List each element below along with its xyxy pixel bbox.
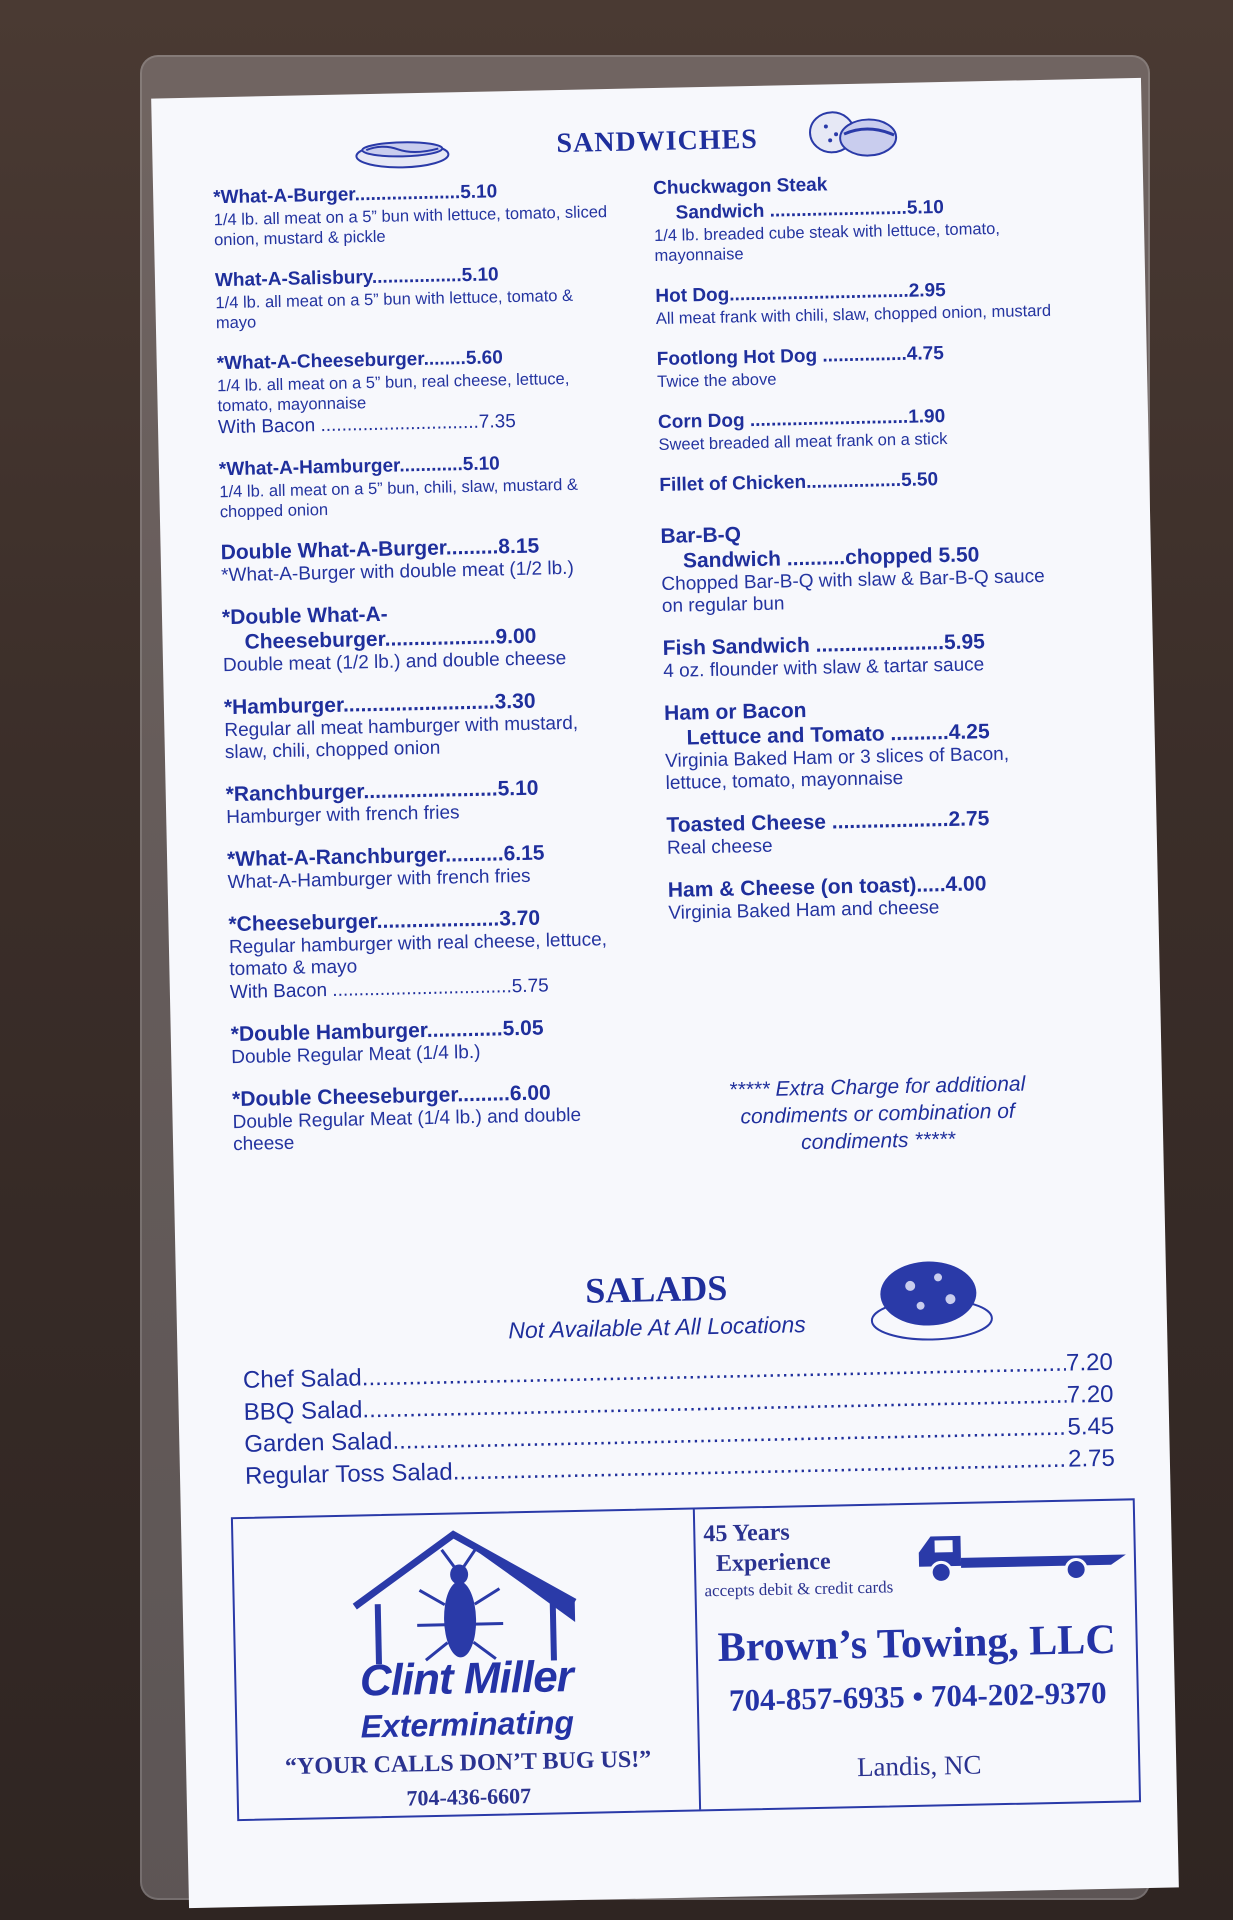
browns-years: 45 Years	[703, 1519, 791, 1548]
item-name: Fillet of Chicken	[659, 471, 807, 497]
item-price: 5.10	[462, 453, 500, 476]
item-description: Double Regular Meat (1/4 lb.) and double cheese	[232, 1104, 582, 1156]
item-name: Corn Dog	[657, 410, 745, 434]
item-description: Chopped Bar-B-Q with slaw & Bar-B-Q sauce on regular bun	[661, 565, 1045, 617]
browns-towing-phones: 704-857-6935 • 704-202-9370	[728, 1674, 1107, 1718]
item-price: 3.30	[494, 689, 536, 714]
salad-name: Chef Salad	[242, 1364, 363, 1394]
item-price: 5.10	[497, 776, 539, 801]
menu-item: *Double Hamburger.............5.05 Double Regular Meat (1/4 lb.)	[231, 1014, 632, 1069]
item-description: Real cheese	[666, 835, 773, 859]
item-description: Virginia Baked Ham and cheese	[668, 897, 940, 924]
menu-item: Double What-A-Burger.........8.15 *What-A-Burger with double meat (1/2 lb.)	[220, 532, 621, 587]
clint-miller-slogan: “YOUR CALLS DON’T BUG US!”	[284, 1746, 652, 1781]
menu-item: Fillet of Chicken..................5.50	[659, 469, 939, 497]
browns-experience: Experience	[715, 1548, 831, 1578]
menu-item: *What-A-Ranchburger..........6.15 What-A-Hamburger with french fries	[227, 839, 628, 894]
tow-truck-icon	[910, 1518, 1131, 1593]
menu-item: What-A-Salisbury.................5.10 1/4 lb. all meat on a 5” bun with lettuce, tomato & mayo	[215, 260, 616, 333]
menu-card	[151, 78, 1179, 1908]
item-description: What-A-Hamburger with french fries	[227, 865, 531, 894]
item-description: 1/4 lb. all meat on a 5” bun with lettuce, tomato, sliced onion, mustard & pickle	[213, 203, 608, 250]
item-name-line2: Cheeseburger	[244, 627, 385, 654]
menu-item: Fish Sandwich ......................5.95 4 oz. flounder with slaw & tartar sauce	[663, 628, 1064, 683]
item-description: Double meat (1/2 lb.) and double cheese	[222, 647, 567, 677]
browns-towing-ad	[695, 1500, 1139, 1809]
item-description: 4 oz. flounder with slaw & tartar sauce	[663, 654, 985, 682]
item-name: *Cheeseburger	[228, 910, 377, 937]
item-name: *Hamburger	[223, 693, 344, 720]
hot-dog-illustration	[352, 134, 453, 170]
item-name: *What-A-Cheeseburger	[216, 348, 424, 375]
item-description: 1/4 lb. all meat on a 5” bun with lettuce, tomato & mayo	[215, 286, 574, 333]
item-name: *Ranchburger	[225, 780, 364, 807]
salad-name: Garden Salad	[244, 1427, 393, 1458]
browns-towing-name: Brown’s Towing, LLC	[717, 1616, 1117, 1672]
item-price: 5.95	[943, 630, 986, 655]
item-price: 3.70	[498, 906, 541, 931]
sub-label: With Bacon	[229, 980, 328, 1004]
clint-miller-subtitle: Exterminating	[360, 1704, 575, 1745]
item-price: 6.00	[509, 1081, 551, 1106]
item-price: 5.50	[900, 469, 939, 491]
item-price: 6.15	[503, 841, 545, 866]
item-description: 1/4 lb. breaded cube steak with lettuce, tomato, mayonnaise	[653, 219, 1001, 266]
item-price: 4.25	[948, 720, 990, 744]
item-name: Bar-B-Q	[660, 523, 742, 548]
sandwiches-right-column	[653, 168, 1069, 943]
item-price: 5.05	[502, 1016, 544, 1041]
clint-miller-phone: 704-436-6607	[406, 1782, 532, 1811]
menu-item: *What-A-Cheeseburger........5.60 1/4 lb. all meat on a 5” bun, real cheese, lettuce, tomato, mayonnaise With Bacon ..............................7.35	[216, 343, 618, 439]
salads-subtitle: Not Available At All Locations	[508, 1311, 806, 1344]
salad-price: 2.75	[1067, 1444, 1116, 1473]
item-description: *What-A-Burger with double meat (1/2 lb.)	[220, 557, 575, 587]
item-description: Regular hamburger with real cheese, lettuce, tomato & mayo	[228, 929, 608, 981]
item-price: 8.15	[498, 534, 540, 559]
clint-miller-ad	[233, 1509, 701, 1819]
sub-price: 5.75	[511, 975, 549, 998]
item-description: 1/4 lb. all meat on a 5” bun, real cheese, lettuce, tomato, mayonnaise	[217, 369, 570, 416]
burger-illustration	[801, 103, 902, 165]
item-description: Virginia Baked Ham or 3 slices of Bacon, lettuce, tomato, mayonnaise	[664, 743, 1010, 794]
item-name: Hot Dog	[655, 284, 730, 308]
menu-item: *What-A-Burger....................5.10 1/4 lb. all meat on a 5” bun with lettuce, tomato, sliced onion, mustard & pickle	[213, 177, 614, 250]
item-price: 5.10	[461, 264, 499, 287]
advertisement-box	[231, 1498, 1141, 1821]
salad-name: BBQ Salad	[243, 1396, 363, 1426]
item-name: What-A-Salisbury	[214, 266, 373, 292]
salad-bowl-illustration	[865, 1246, 997, 1349]
item-description: 1/4 lb. all meat on a 5” bun, chili, slaw, mustard & chopped onion	[219, 475, 579, 522]
item-price: 5.10	[906, 196, 945, 219]
item-name: *What-A-Hamburger	[218, 455, 400, 481]
item-description: Hamburger with french fries	[226, 802, 460, 829]
menu-item: *Double What-A- Cheeseburger...................9.00 Double meat (1/2 lb.) and double cheese	[222, 597, 623, 677]
salads-heading: SALADS	[584, 1267, 728, 1311]
menu-item: Ham & Cheese (on toast).....4.00 Virginia Baked Ham and cheese	[668, 870, 1069, 925]
item-name: *What-A-Burger	[213, 184, 355, 209]
item-description: Regular all meat hamburger with mustard, slaw, chili, chopped onion	[224, 712, 579, 764]
menu-item: Toasted Cheese ....................2.75 Real cheese	[666, 805, 1067, 860]
menu-item: *What-A-Hamburger............5.10 1/4 lb. all meat on a 5” bun, chili, slaw, mustard & chopped onion	[219, 449, 620, 522]
sandwiches-heading: SANDWICHES	[556, 123, 759, 160]
item-description: Twice the above	[657, 370, 777, 392]
menu-item: Chuckwagon Steak Sandwich ..........................5.10 1/4 lb. breaded cube steak with lettuce, tomato, mayonnaise	[653, 168, 1055, 266]
browns-towing-city: Landis, NC	[856, 1749, 982, 1783]
item-price: chopped 5.50	[844, 543, 980, 570]
item-name: Ham or Bacon	[663, 698, 807, 725]
item-name: Footlong Hot Dog	[656, 345, 818, 371]
browns-cards: accepts debit & credit cards	[704, 1577, 894, 1601]
item-description: Sweet breaded all meat frank on a stick	[658, 429, 948, 455]
item-name: Chuckwagon Steak	[652, 174, 828, 200]
item-name-line2: Lettuce and Tomato	[686, 722, 885, 750]
menu-item: *Ranchburger.......................5.10 Hamburger with french fries	[225, 774, 626, 829]
item-name-line2: Sandwich	[675, 200, 765, 224]
menu-item: Corn Dog ..............................1.90 Sweet breaded all meat frank on a stick	[658, 402, 1059, 455]
salad-price: 7.20	[1066, 1380, 1114, 1409]
menu-item: Ham or Bacon Lettuce and Tomato ..........4.25 Virginia Baked Ham or 3 slices of Bacon, lettuce, tomato, mayonnaise	[664, 693, 1066, 795]
salads-list	[243, 1347, 1115, 1493]
item-price: 4.75	[906, 343, 945, 365]
item-price: 5.10	[460, 181, 498, 204]
menu-item: Footlong Hot Dog ................4.75 Twice the above	[656, 339, 1057, 392]
extra-charge-note: ***** Extra Charge for additional condiments or combination of condiments *****	[728, 1072, 1026, 1155]
item-name-line2: Sandwich	[682, 547, 782, 573]
item-price: 2.95	[908, 279, 946, 302]
item-name: *Double Cheeseburger	[231, 1083, 458, 1112]
sub-price: 7.35	[478, 411, 517, 433]
clint-miller-name: Clint Miller	[359, 1652, 574, 1706]
salad-name: Regular Toss Salad	[244, 1458, 453, 1490]
item-price: 9.00	[495, 624, 537, 649]
item-price: 1.90	[907, 406, 946, 428]
menu-item: *Hamburger..........................3.30 Regular all meat hamburger with mustard, slaw, chili, chopped onion	[224, 687, 625, 764]
item-name: *What-A-Ranchburger	[226, 843, 446, 872]
item-name: Fish Sandwich	[662, 633, 811, 660]
item-name: Double What-A-Burger	[220, 536, 447, 565]
salad-price: 5.45	[1067, 1412, 1115, 1441]
item-price: 2.75	[948, 807, 990, 832]
sandwiches-left-column	[213, 177, 634, 1174]
menu-item: Hot Dog..................................2.95 All meat frank with chili, slaw, chopped onion, mustard	[655, 276, 1056, 329]
item-price: 4.00	[945, 872, 987, 897]
item-description: Double Regular Meat (1/4 lb.)	[231, 1041, 481, 1069]
menu-item: *Double Cheeseburger.........6.00 Double Regular Meat (1/4 lb.) and double cheese	[232, 1079, 633, 1156]
item-name: *Double Hamburger	[230, 1018, 428, 1047]
item-price: 5.60	[465, 347, 504, 370]
item-name: Ham & Cheese (on toast)	[667, 873, 917, 902]
item-name: *Double What-A-	[221, 602, 388, 630]
item-description: All meat frank with chili, slaw, chopped onion, mustard	[655, 301, 1052, 329]
sub-label: With Bacon	[217, 415, 316, 439]
menu-item: Bar-B-Q Sandwich ..........chopped 5.50 Chopped Bar-B-Q with slaw & Bar-B-Q sauce on regular bun	[660, 516, 1062, 618]
salad-price: 7.20	[1065, 1348, 1114, 1377]
item-name: Toasted Cheese	[666, 810, 827, 837]
menu-item: *Cheeseburger.....................3.70 Regular hamburger with real cheese, lettuce, tomato & mayo With Bacon ..................................5.75	[228, 904, 630, 1004]
